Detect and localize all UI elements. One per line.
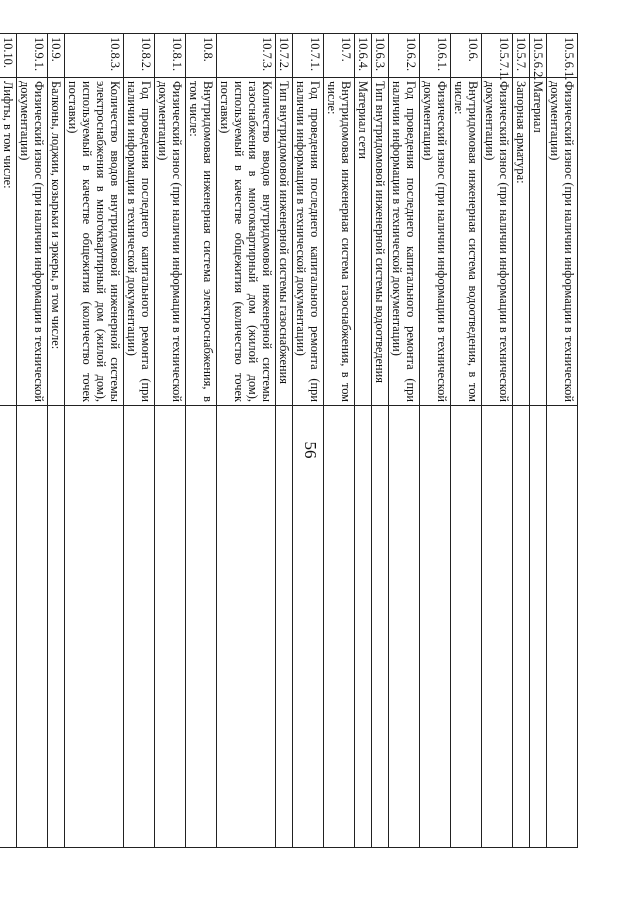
row-value-cell [420,406,451,848]
row-value-cell [48,406,65,848]
row-description: Год проведения последнего капитального ремонта (при наличии информации в технической документации) [124,78,155,406]
table-row [65,34,124,848]
row-number: 10.6.3. [372,34,389,78]
row-value-cell [155,406,186,848]
table-row [0,34,17,848]
row-number: 10.8.1. [155,34,186,78]
row-description: Год проведения последнего капитального ремонта (при наличии информации в технической документации) [389,78,420,406]
table-row [482,34,513,848]
row-value-cell [482,406,513,848]
row-value-cell [389,406,420,848]
row-value-cell [293,406,324,848]
table-row [186,34,217,848]
row-description: Физический износ (при наличии информации в технической документации) [155,78,186,406]
table-row [48,34,65,848]
table-row [355,34,372,848]
row-value-cell [355,406,372,848]
page-number: 56 [301,441,320,459]
row-value-cell [186,406,217,848]
row-value-cell [451,406,482,848]
row-description: Количество вводов внутридомовой инженерной системы электроснабжения в многоквартирный дом (жилой дом), используемый в качестве общежития (количество точек поставки) [65,78,124,406]
row-description: Балконы, лоджии, козырьки и эркеры, в том числе: [48,78,65,406]
table-row [276,34,293,848]
row-number: 10.8. [186,34,217,78]
row-value-cell [530,406,547,848]
row-number: 10.10. [0,34,17,78]
row-number: 10.5.7.1. [482,34,513,78]
table-row [17,34,48,848]
row-description: Количество вводов внутридомовой инженерной системы газоснабжения в многоквартирный дом (жилой дом), используемый в качестве общежития (количество точек поставки) [217,78,276,406]
table-row [547,34,578,848]
row-description: Год проведения последнего капитального ремонта (при наличии информации в технической документации) [293,78,324,406]
table-row [155,34,186,848]
row-description: Физический износ (при наличии информации в технической документации) [482,78,513,406]
table-row [217,34,276,848]
row-description: Внутридомовая инженерная система электроснабжения, в том числе: [186,78,217,406]
row-value-cell [124,406,155,848]
row-number: 10.9.1. [17,34,48,78]
row-number: 10.9. [48,34,65,78]
row-description: Материал [530,78,547,406]
table-row [451,34,482,848]
row-description: Материал сети [355,78,372,406]
table-row [513,34,530,848]
row-description: Внутридомовая инженерная система водоотведения, в том числе: [451,78,482,406]
table-row [420,34,451,848]
row-value-cell [513,406,530,848]
row-number: 10.5.6.2. [530,34,547,78]
document-table [0,33,578,848]
table-row [372,34,389,848]
row-description: Тип внутридомовой инженерной системы водоотведения [372,78,389,406]
row-number: 10.6.2. [389,34,420,78]
row-description: Лифты, в том числе: [0,78,17,406]
row-description: Тип внутридомовой инженерной системы газоснабжения [276,78,293,406]
row-number: 10.8.2. [124,34,155,78]
row-value-cell [276,406,293,848]
row-description: Физический износ (при наличии информации в технической документации) [17,78,48,406]
row-number: 10.6.4. [355,34,372,78]
document-table-body [0,34,578,848]
row-number: 10.7. [324,34,355,78]
row-number: 10.7.3. [217,34,276,78]
table-row [389,34,420,848]
rotated-page-content [1,33,578,848]
row-value-cell [0,406,17,848]
table-row [530,34,547,848]
table-row [293,34,324,848]
row-number: 10.7.1. [293,34,324,78]
row-value-cell [547,406,578,848]
row-value-cell [65,406,124,848]
row-number: 10.6.1. [420,34,451,78]
row-number: 10.5.6.1. [547,34,578,78]
row-number: 10.8.3. [65,34,124,78]
row-description: Физический износ (при наличии информации в технической документации) [420,78,451,406]
row-number: 10.7.2. [276,34,293,78]
row-number: 10.5.7. [513,34,530,78]
row-description: Физический износ (при наличии информации в технической документации) [547,78,578,406]
table-row [324,34,355,848]
row-description: Запорная арматура: [513,78,530,406]
table-row [124,34,155,848]
row-value-cell [17,406,48,848]
row-value-cell [372,406,389,848]
row-number: 10.6. [451,34,482,78]
row-description: Внутридомовая инженерная система газоснабжения, в том числе: [324,78,355,406]
row-value-cell [217,406,276,848]
row-value-cell [324,406,355,848]
